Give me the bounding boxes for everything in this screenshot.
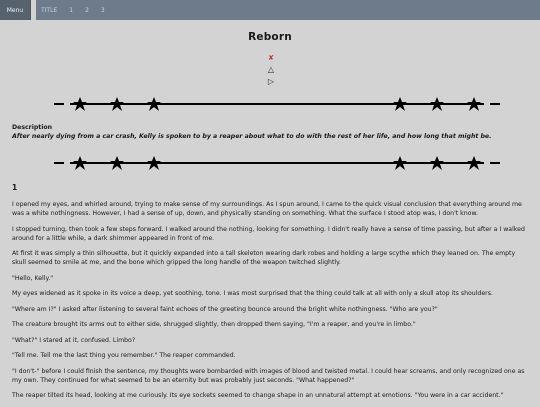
nav-link-chapter-1[interactable]: 1 bbox=[69, 6, 74, 14]
top-nav-bar bbox=[0, 0, 540, 20]
nav-link-chapter-3[interactable]: 3 bbox=[100, 6, 105, 14]
chapter-heading: 1 bbox=[12, 183, 18, 192]
story-paragraph: The reaper tilted its head, looking at me curiously. Its eye sockets seemed to change shape in an unnatural attempt at emotions. "You were in a car accident." bbox=[12, 392, 504, 399]
triangle-right-icon[interactable]: ▷ bbox=[267, 77, 275, 86]
nav-link-title[interactable]: TITLE bbox=[41, 6, 58, 14]
story-paragraph: My eyes widened as it spoke in its voice a deep, yet soothing, tone. I was most surprised that the thing could talk at all with only a skull atop its shoulders. bbox=[12, 290, 493, 297]
story-paragraph: "Tell me. Tell me the last thing you remember." The reaper commanded. bbox=[12, 352, 236, 359]
story-body bbox=[12, 200, 526, 407]
nav-link-chapter-2[interactable]: 2 bbox=[85, 6, 89, 14]
description-heading: Description bbox=[12, 124, 53, 131]
triangle-up-icon[interactable]: △ bbox=[267, 65, 275, 74]
story-description: After nearly dying from a car crash, Kelly is spoken to by a reaper about what to do with the rest of her life, and how long that might be. bbox=[12, 133, 492, 140]
star-divider bbox=[54, 96, 500, 112]
story-actions bbox=[263, 52, 279, 88]
story-paragraph: "Hello, Kelly." bbox=[12, 274, 54, 282]
story-paragraph: At first it was simply a thin silhouette, but it quickly expanded into a tall skeleton wearing dark robes and holding a large scythe which they leaned on. The empty skull seemed to smile at me, and the bone which gripped the long handle of the weapon twitched slightly. bbox=[12, 250, 516, 266]
heart-broken-icon[interactable]: ✘ bbox=[268, 54, 274, 62]
menu-button[interactable]: Menu bbox=[0, 0, 31, 20]
story-paragraph: The creature brought its arms out to either side, shrugged slightly, then dropped them saying, "I'm a reaper, and you're in limbo." bbox=[12, 321, 416, 328]
star-divider-2 bbox=[54, 155, 500, 171]
chapter-nav bbox=[36, 0, 117, 20]
page-title: Reborn bbox=[248, 31, 292, 43]
story-paragraph: "What?" I stared at it, confused. Limbo? bbox=[12, 336, 136, 344]
story-paragraph: "Where am I?" I asked after listening to several faint echoes of the greeting bounce around the bright white nothingness. "Who are you?" bbox=[12, 305, 438, 313]
story-paragraph: I stopped turning, then took a few steps forward. I walked around the nothing, looking for something. I didn't really have a sense of time passing, but after a I walked around for a little while, a dark shimmer appeared in front of me. bbox=[12, 225, 525, 242]
story-paragraph: I opened my eyes, and whirled around, trying to make sense of my surroundings. As I spun around, I came to the quick visual conclusion that everything around me was a white nothingness. However, I had a sense of up, down, and physically standing on something. What the surface I stood atop was, I don't know. bbox=[12, 201, 522, 217]
story-paragraph: "I don't-" before I could finish the sentence, my thoughts were bombarded with images of blood and twisted metal. I could hear screams, and only recognized one as my own. They continued for what seemed to be an eternity but was probably just seconds. "What happened?" bbox=[12, 367, 525, 384]
story-content bbox=[12, 20, 528, 399]
